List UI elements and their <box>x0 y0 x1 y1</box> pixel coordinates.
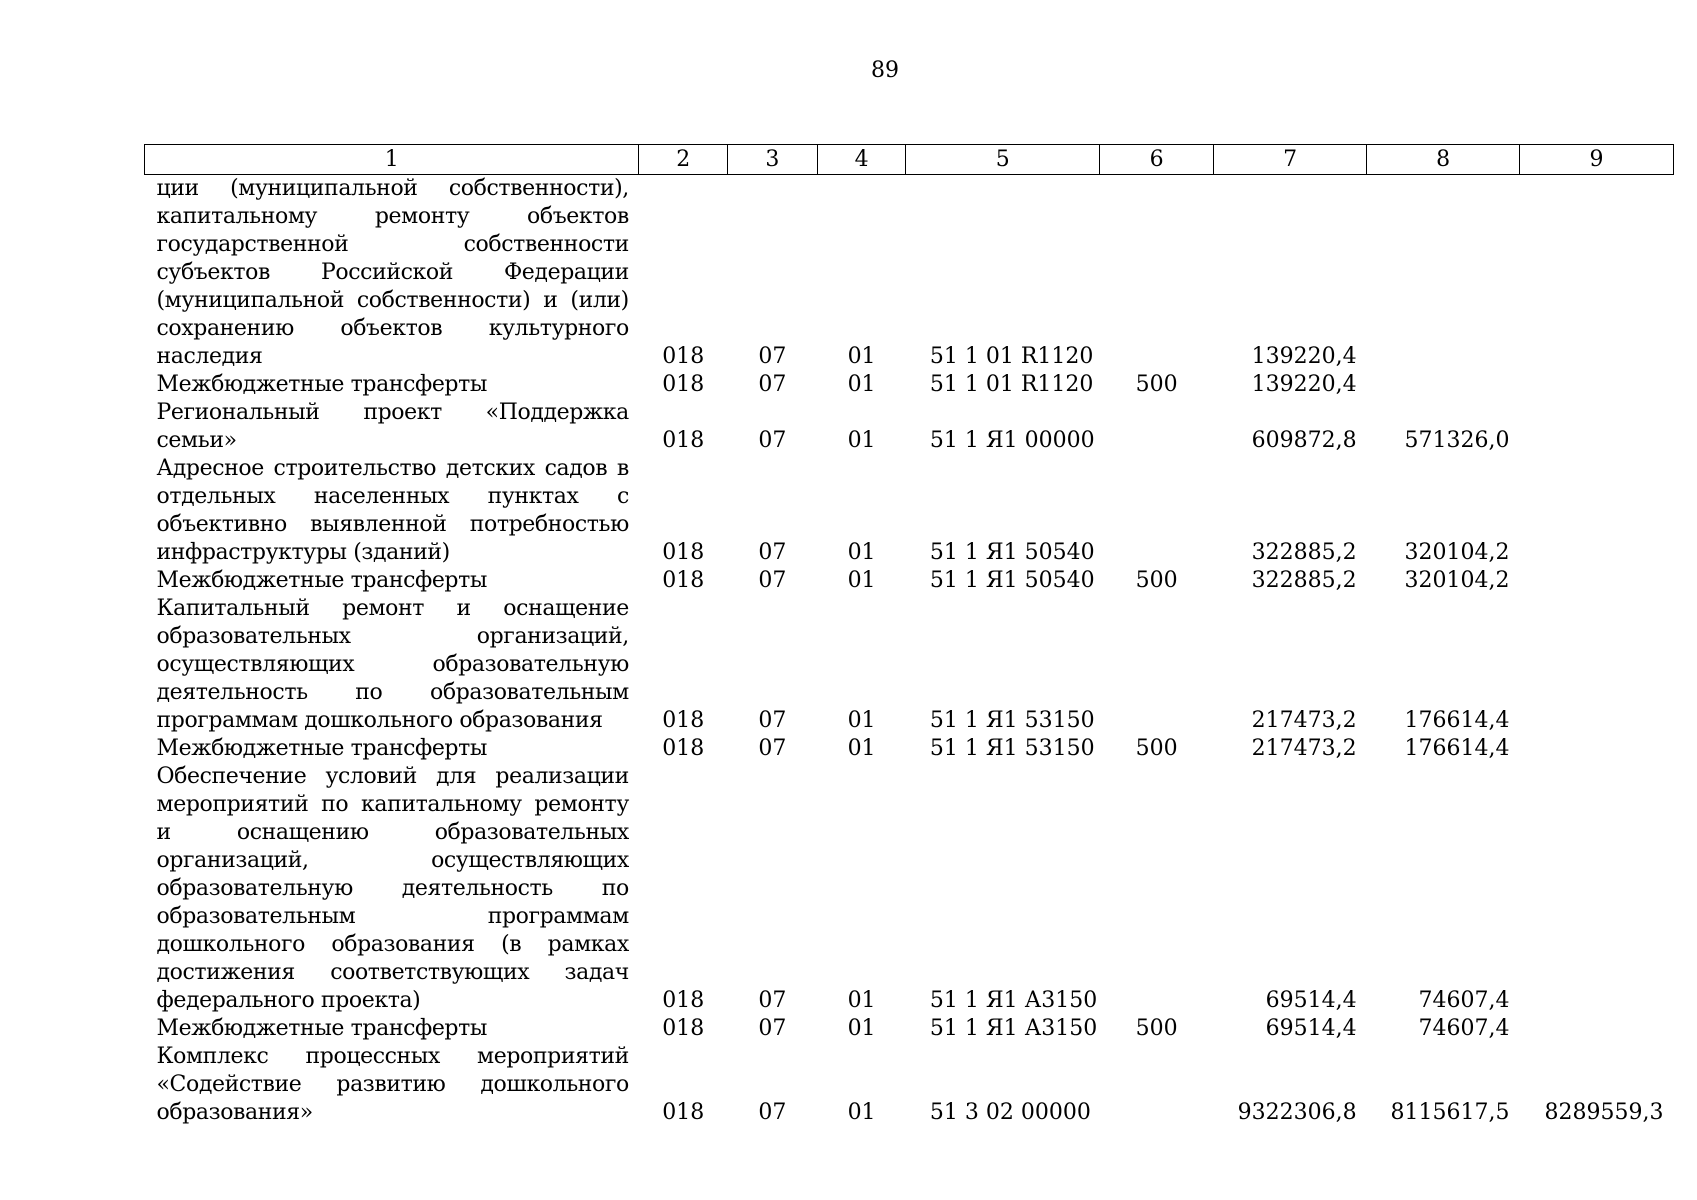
cell-subsection: 01 <box>847 568 876 593</box>
table-row <box>145 455 1674 567</box>
cell-amount-year-3 <box>1520 735 1674 763</box>
row-description: ции (муниципальной собственности), капитальному ремонту объектов государственной собственности субъектов Российской Федерации (муниципальной собственности) и (или) сохранению объектов культурного наследия <box>156 176 629 369</box>
cell-section: 07 <box>758 708 787 733</box>
table-row <box>145 175 1674 372</box>
column-header: 3 <box>728 145 818 175</box>
cell-amount-year-1: 139220,4 <box>1251 344 1357 369</box>
cell-expense-type: 500 <box>1135 568 1178 593</box>
cell-expense-type: 500 <box>1135 372 1178 397</box>
table-row <box>145 399 1674 455</box>
cell-expense-type <box>1100 1043 1214 1127</box>
cell-expense-type: 500 <box>1135 736 1178 761</box>
cell-amount-year-1: 69514,4 <box>1265 988 1357 1013</box>
cell-amount-year-3 <box>1520 175 1674 372</box>
budget-table <box>144 144 1674 1127</box>
cell-target-article: 51 1 Я1 50540 <box>929 568 1095 593</box>
cell-subsection: 01 <box>847 372 876 397</box>
page-number: 89 <box>871 58 899 83</box>
cell-ministry-code: 018 <box>662 344 705 369</box>
cell-section: 07 <box>758 540 787 565</box>
cell-amount-year-1: 322885,2 <box>1251 568 1357 593</box>
row-description: Межбюджетные трансферты <box>156 1016 488 1041</box>
cell-amount-year-2: 74607,4 <box>1418 1016 1510 1041</box>
column-header: 7 <box>1214 145 1367 175</box>
cell-amount-year-2: 320104,2 <box>1404 568 1510 593</box>
cell-amount-year-3 <box>1520 595 1674 735</box>
table-row <box>145 1015 1674 1043</box>
cell-ministry-code: 018 <box>662 568 705 593</box>
cell-amount-year-3 <box>1520 371 1674 399</box>
cell-amount-year-3 <box>1520 1015 1674 1043</box>
column-number-header <box>145 145 1674 175</box>
table-row <box>145 567 1674 595</box>
cell-ministry-code: 018 <box>662 540 705 565</box>
cell-amount-year-1: 217473,2 <box>1251 736 1357 761</box>
cell-amount-year-1: 9322306,8 <box>1237 1100 1357 1125</box>
column-header: 2 <box>639 145 728 175</box>
cell-amount-year-2 <box>1367 371 1520 399</box>
row-description: Межбюджетные трансферты <box>156 372 488 397</box>
cell-section: 07 <box>758 1100 787 1125</box>
table-row <box>145 1043 1674 1127</box>
row-description: Региональный проект «Поддержка семьи» <box>156 400 629 453</box>
table-row <box>145 763 1674 1015</box>
cell-amount-year-1: 69514,4 <box>1265 1016 1357 1041</box>
cell-ministry-code: 018 <box>662 1100 705 1125</box>
row-description: Обеспечение условий для реализации мероприятий по капитальному ремонту и оснащению образовательных организаций, осуществляющих образовательную деятельность по образовательным программам дошкольного образования (в рамках достижения соответствующих задач федерального проекта) <box>156 764 629 1013</box>
row-description: Межбюджетные трансферты <box>156 736 488 761</box>
cell-section: 07 <box>758 736 787 761</box>
cell-subsection: 01 <box>847 736 876 761</box>
cell-amount-year-3 <box>1520 399 1674 455</box>
cell-amount-year-1: 217473,2 <box>1251 708 1357 733</box>
table-row <box>145 595 1674 735</box>
cell-amount-year-2: 176614,4 <box>1404 736 1510 761</box>
cell-amount-year-3 <box>1520 567 1674 595</box>
cell-expense-type <box>1100 763 1214 1015</box>
cell-section: 07 <box>758 372 787 397</box>
cell-ministry-code: 018 <box>662 428 705 453</box>
cell-ministry-code: 018 <box>662 372 705 397</box>
cell-amount-year-3 <box>1520 455 1674 567</box>
cell-amount-year-2: 74607,4 <box>1418 988 1510 1013</box>
cell-expense-type <box>1100 399 1214 455</box>
cell-expense-type <box>1100 455 1214 567</box>
cell-target-article: 51 1 Я1 50540 <box>929 540 1095 565</box>
cell-target-article: 51 1 Я1 53150 <box>929 708 1095 733</box>
cell-expense-type <box>1100 595 1214 735</box>
cell-amount-year-1: 139220,4 <box>1251 372 1357 397</box>
column-header: 6 <box>1100 145 1214 175</box>
row-description: Капитальный ремонт и оснащение образовательных организаций, осуществляющих образовательную деятельность по образовательным программам дошкольного образования <box>156 596 629 733</box>
table-row <box>145 735 1674 763</box>
cell-section: 07 <box>758 568 787 593</box>
cell-amount-year-2 <box>1367 175 1520 372</box>
cell-expense-type: 500 <box>1135 1016 1178 1041</box>
cell-amount-year-2: 176614,4 <box>1404 708 1510 733</box>
cell-target-article: 51 1 Я1 А3150 <box>929 1016 1098 1041</box>
column-header: 4 <box>817 145 906 175</box>
cell-subsection: 01 <box>847 1100 876 1125</box>
cell-amount-year-3: 8289559,3 <box>1544 1100 1664 1125</box>
cell-amount-year-3 <box>1520 763 1674 1015</box>
cell-target-article: 51 1 Я1 53150 <box>929 736 1095 761</box>
cell-target-article: 51 1 01 R1120 <box>929 344 1094 369</box>
cell-amount-year-2: 320104,2 <box>1404 540 1510 565</box>
column-header: 8 <box>1367 145 1520 175</box>
row-description: Комплекс процессных мероприятий «Содействие развитию дошкольного образования» <box>156 1044 629 1125</box>
cell-target-article: 51 3 02 00000 <box>929 1100 1091 1125</box>
cell-amount-year-2: 8115617,5 <box>1390 1100 1510 1125</box>
cell-amount-year-2: 571326,0 <box>1404 428 1510 453</box>
table-row <box>145 371 1674 399</box>
cell-subsection: 01 <box>847 988 876 1013</box>
cell-target-article: 51 1 Я1 00000 <box>929 428 1095 453</box>
cell-ministry-code: 018 <box>662 1016 705 1041</box>
cell-amount-year-1: 609872,8 <box>1251 428 1357 453</box>
column-header: 1 <box>145 145 639 175</box>
cell-subsection: 01 <box>847 344 876 369</box>
cell-ministry-code: 018 <box>662 708 705 733</box>
column-header: 9 <box>1520 145 1674 175</box>
cell-ministry-code: 018 <box>662 736 705 761</box>
cell-subsection: 01 <box>847 428 876 453</box>
cell-ministry-code: 018 <box>662 988 705 1013</box>
cell-section: 07 <box>758 1016 787 1041</box>
cell-subsection: 01 <box>847 708 876 733</box>
cell-section: 07 <box>758 988 787 1013</box>
cell-subsection: 01 <box>847 540 876 565</box>
row-description: Адресное строительство детских садов в отдельных населенных пунктах с объективно выявленной потребностью инфраструктуры (зданий) <box>156 456 629 565</box>
column-header: 5 <box>906 145 1100 175</box>
cell-amount-year-1: 322885,2 <box>1251 540 1357 565</box>
cell-target-article: 51 1 01 R1120 <box>929 372 1094 397</box>
row-description: Межбюджетные трансферты <box>156 568 488 593</box>
cell-subsection: 01 <box>847 1016 876 1041</box>
cell-target-article: 51 1 Я1 А3150 <box>929 988 1098 1013</box>
cell-expense-type <box>1100 175 1214 372</box>
cell-section: 07 <box>758 428 787 453</box>
cell-section: 07 <box>758 344 787 369</box>
